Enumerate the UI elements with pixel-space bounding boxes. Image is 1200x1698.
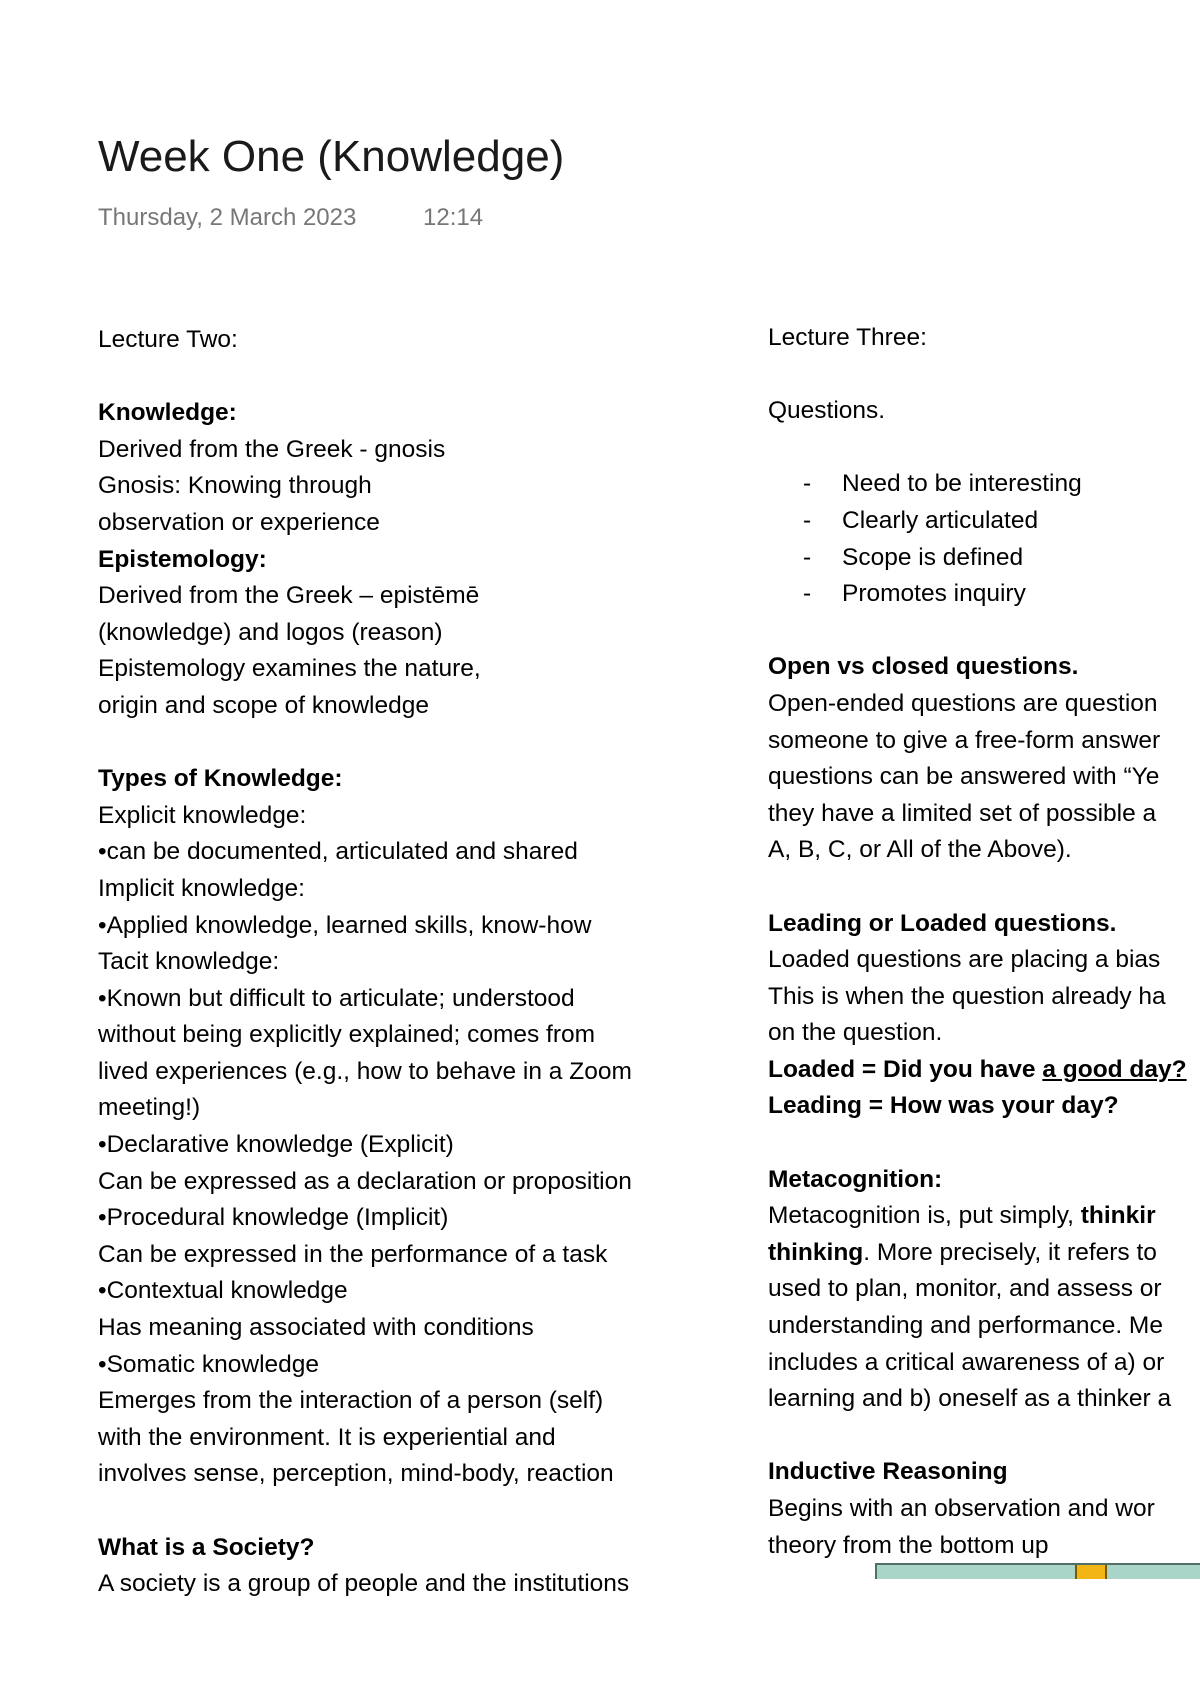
meta-line-bold: thinking (768, 1238, 864, 1266)
page-title: Week One (Knowledge) (98, 132, 565, 181)
loaded-example-prefix: Loaded = Did you have (768, 1055, 1043, 1083)
text-line: Open-ended questions are question (768, 689, 1158, 717)
text-line: •Applied knowledge, learned skills, know-how (98, 911, 592, 939)
text-line: on the question. (768, 1019, 943, 1047)
text-line: Has meaning associated with conditions (98, 1314, 534, 1342)
text-line: meeting!) (98, 1094, 201, 1122)
text-line: A society is a group of people and the institutions (98, 1570, 630, 1598)
lecture-three-heading: Lecture Three: (768, 324, 927, 351)
right-column (768, 320, 1187, 1564)
text-line (768, 1235, 1187, 1272)
text-line: observation or experience (98, 508, 380, 536)
leading-loaded-heading: Leading or Loaded questions. (768, 909, 1117, 937)
text-line: Implicit knowledge: (98, 874, 305, 902)
types-heading: Types of Knowledge: (98, 765, 343, 793)
text-line: A, B, C, or All of the Above). (768, 836, 1072, 864)
loaded-example (768, 1052, 1187, 1089)
spacer (768, 430, 1187, 467)
meta-line-bold: thinkir (1080, 1202, 1156, 1230)
text-line: •Somatic knowledge (98, 1350, 320, 1378)
text-line: Emerges from the interaction of a person (self) (98, 1387, 604, 1415)
text-line: Can be expressed as a declaration or proposition (98, 1167, 632, 1195)
text-line: •Contextual knowledge (98, 1277, 348, 1305)
loaded-example-underlined: a good day? (1042, 1055, 1187, 1083)
text-line: Gnosis: Knowing through (98, 472, 372, 500)
open-closed-heading: Open vs closed questions. (768, 653, 1079, 681)
text-line: Explicit knowledge: (98, 801, 307, 829)
page-time: 12:14 (423, 204, 484, 231)
text-line: •Declarative knowledge (Explicit) (98, 1131, 454, 1159)
knowledge-heading: Knowledge: (98, 399, 237, 427)
left-column (98, 322, 632, 1603)
text-line: learning and b) oneself as a thinker a (768, 1385, 1172, 1413)
text-line: lived experiences (e.g., how to behave in a Zoom (98, 1057, 632, 1085)
text-line: •can be documented, articulated and shared (98, 838, 578, 866)
text-line: Loaded questions are placing a bias (768, 946, 1161, 974)
spacer (768, 613, 1187, 650)
metacognition-heading: Metacognition: (768, 1165, 943, 1193)
text-line: includes a critical awareness of a) or (768, 1348, 1165, 1376)
text-line: Begins with an observation and wor (768, 1495, 1155, 1522)
text-line (768, 1198, 1187, 1235)
text-line: involves sense, perception, mind-body, reaction (98, 1460, 614, 1488)
text-line: (knowledge) and logos (reason) (98, 618, 443, 646)
spacer (98, 359, 632, 396)
text-line: they have a limited set of possible a (768, 799, 1157, 827)
spacer (768, 357, 1187, 394)
text-line: •Procedural knowledge (Implicit) (98, 1204, 449, 1232)
text-line: questions can be answered with “Ye (768, 763, 1160, 791)
text-line: Epistemology examines the nature, (98, 655, 481, 683)
spacer (768, 1125, 1187, 1162)
meta-line-prefix: Metacognition is, put simply, (768, 1202, 1081, 1230)
list-item: - Clearly articulated (768, 503, 1187, 540)
text-line: theory from the bottom up (768, 1531, 1049, 1559)
text-line: This is when the question already ha (768, 982, 1166, 1010)
spacer (768, 869, 1187, 906)
society-heading: What is a Society? (98, 1533, 315, 1561)
embedded-image (875, 1563, 1200, 1579)
meta-line-rest: . More precisely, it refers to (863, 1238, 1157, 1266)
text-line: Tacit knowledge: (98, 948, 280, 976)
text-line: Can be expressed in the performance of a task (98, 1240, 608, 1268)
text-line: understanding and performance. Me (768, 1312, 1163, 1340)
leading-example: Leading = How was your day? (768, 1092, 1119, 1120)
questions-heading: Questions. (768, 397, 886, 425)
text-line: someone to give a free-form answer (768, 726, 1161, 754)
image-accent-block (1075, 1565, 1107, 1579)
text-line: with the environment. It is experiential and (98, 1423, 556, 1451)
spacer (98, 725, 632, 762)
list-item: - Scope is defined (768, 540, 1187, 577)
questions-list (768, 466, 1187, 612)
spacer (768, 1418, 1187, 1455)
text-line: origin and scope of knowledge (98, 691, 429, 719)
epistemology-heading: Epistemology: (98, 545, 267, 573)
text-line: Derived from the Greek – epistēmē (98, 582, 480, 610)
text-line: without being explicitly explained; comes from (98, 1021, 596, 1049)
inductive-heading: Inductive Reasoning (768, 1458, 1008, 1486)
spacer (98, 1493, 632, 1530)
text-line: Derived from the Greek - gnosis (98, 435, 446, 463)
page-date: Thursday, 2 March 2023 (98, 204, 357, 231)
text-line: used to plan, monitor, and assess or (768, 1275, 1162, 1303)
lecture-two-heading: Lecture Two: (98, 326, 238, 353)
list-item: - Promotes inquiry (768, 576, 1187, 613)
list-item: - Need to be interesting (768, 466, 1187, 503)
text-line: •Known but difficult to articulate; understood (98, 984, 575, 1012)
